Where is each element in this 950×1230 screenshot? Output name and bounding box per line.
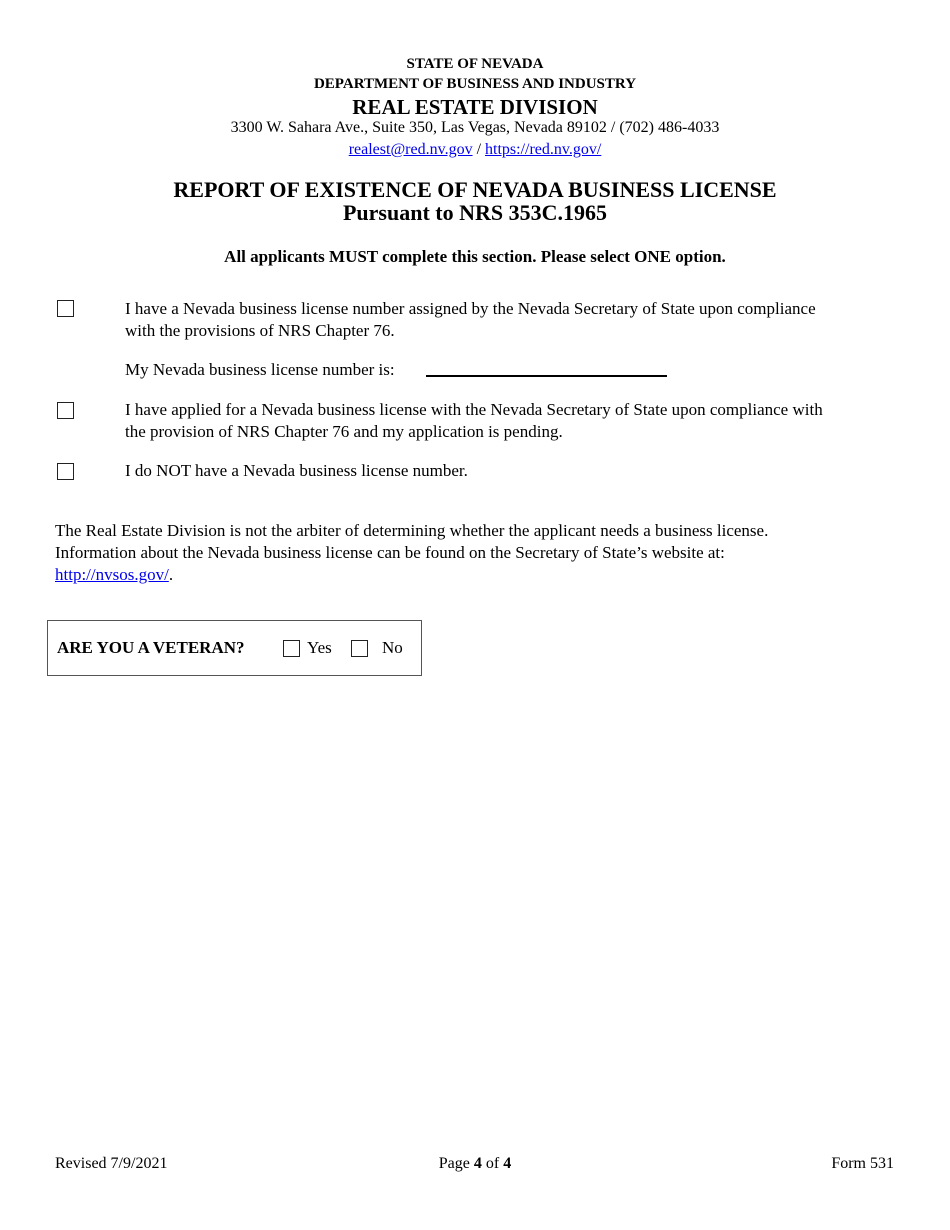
veteran-no-label: No xyxy=(382,638,403,657)
website-link[interactable]: https://red.nv.gov/ xyxy=(485,141,602,158)
info-text-cont: Information about the Nevada business license can be found on the Secretary of State’s website at: xyxy=(55,543,725,562)
page-prefix: Page xyxy=(438,1155,474,1172)
info-link-line xyxy=(55,564,173,586)
page-current: 4 xyxy=(473,1155,482,1172)
veteran-question: ARE YOU A VETERAN? xyxy=(57,638,245,657)
state-heading: STATE OF NEVADA xyxy=(406,56,544,72)
page-total: 4 xyxy=(503,1155,512,1172)
link-separator: / xyxy=(472,141,486,158)
option-1-text-cont: with the provisions of NRS Chapter 76. xyxy=(125,321,395,340)
department-heading: DEPARTMENT OF BUSINESS AND INDUSTRY xyxy=(313,76,637,92)
info-text: The Real Estate Division is not the arbiter of determining whether the applicant needs a business license. xyxy=(55,521,769,540)
division-heading: REAL ESTATE DIVISION xyxy=(352,95,598,119)
veteran-box xyxy=(47,620,422,676)
option-2-text-cont: the provision of NRS Chapter 76 and my application is pending. xyxy=(125,422,563,441)
veteran-yes-label: Yes xyxy=(307,638,332,657)
form-subtitle: Pursuant to NRS 353C.1965 xyxy=(342,200,608,225)
option-2-text: I have applied for a Nevada business license with the Nevada Secretary of State upon compliance with xyxy=(125,400,823,419)
option-1-text: I have a Nevada business license number assigned by the Nevada Secretary of State upon compliance xyxy=(125,299,816,318)
license-number-field[interactable] xyxy=(426,375,667,377)
form-number: Form 531 xyxy=(831,1155,894,1172)
option-3-checkbox[interactable] xyxy=(57,463,74,480)
instruction: All applicants MUST complete this section. Please select ONE option. xyxy=(224,247,726,266)
contact-links xyxy=(0,141,950,159)
veteran-yes-checkbox[interactable] xyxy=(283,640,300,657)
option-1-checkbox[interactable] xyxy=(57,300,74,317)
option-2-checkbox[interactable] xyxy=(57,402,74,419)
nvsos-link[interactable]: http://nvsos.gov/ xyxy=(55,565,169,584)
email-link[interactable]: realest@red.nv.gov xyxy=(348,141,473,158)
license-number-label: My Nevada business license number is: xyxy=(125,360,395,379)
form-title: REPORT OF EXISTENCE OF NEVADA BUSINESS LICENSE xyxy=(173,177,777,202)
option-3-text: I do NOT have a Nevada business license number. xyxy=(125,461,468,480)
revised-date: Revised 7/9/2021 xyxy=(55,1155,168,1172)
veteran-no-checkbox[interactable] xyxy=(351,640,368,657)
page-of: of xyxy=(481,1155,504,1172)
page-number xyxy=(0,1153,950,1175)
address: 3300 W. Sahara Ave., Suite 350, Las Vegas, Nevada 89102 / (702) 486-4033 xyxy=(230,119,720,136)
period: . xyxy=(168,565,174,584)
